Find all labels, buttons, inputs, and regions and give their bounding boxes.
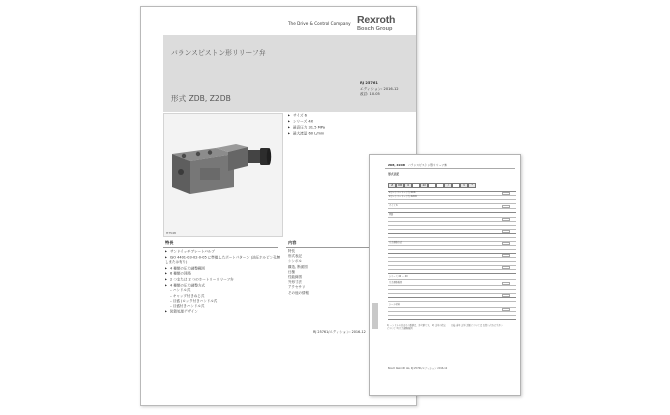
table-code-box	[502, 192, 510, 195]
contents-list	[288, 249, 309, 296]
code-cell: /	[444, 183, 452, 188]
table-row-label: シール材料	[389, 302, 400, 306]
feature-item: – 目盛付きハンドル式	[170, 304, 205, 309]
back-page-footer: Bosch Rexroth AG, RJ 25761/エディション 2016-12	[388, 367, 448, 370]
features-list	[165, 249, 283, 315]
table-code-box	[502, 294, 510, 297]
back-page-model: ZDB, Z2DB	[388, 163, 405, 167]
feature-item: ▶ ISO 4401-03-02-0-05 に準拠したポートパターン (油圧ホルピン孔無しまたは有り)	[165, 255, 283, 266]
table-rule	[388, 253, 516, 254]
footnotes-right: 仕様 番号 記号 詳細 については お問い合わせ下さい	[451, 324, 503, 327]
table-rule	[388, 315, 516, 316]
document-edition: エディション: 2016-12	[360, 86, 399, 91]
ordering-code-row	[388, 183, 476, 188]
table-row-label: 回路	[389, 212, 394, 216]
feature-item: ▶ 2 つまたは 2 つのホートリーリリーフ弁	[165, 277, 283, 283]
table-row-label: 圧力調整範囲	[389, 280, 403, 284]
table-rule	[388, 293, 516, 294]
brand-logo: Rexroth	[357, 14, 396, 26]
features-rule	[163, 247, 278, 248]
table-rule	[388, 301, 516, 302]
table-rule	[388, 257, 516, 258]
table-row-label: 2ポートリーリーフ弁 Z2DB	[389, 194, 417, 198]
contents-item: 外形寸法	[288, 280, 302, 285]
features-heading: 特長	[165, 240, 174, 245]
table-rule	[388, 279, 516, 280]
feature-item: – 目盛 (ロック付きハンドル式	[170, 298, 218, 303]
table-code-box	[502, 205, 510, 208]
feature-item: ▶ 6 種類の回路	[165, 271, 283, 277]
ordering-code-heading: 形式表記	[388, 172, 400, 176]
table-row-label: 圧力調整方式	[389, 240, 403, 244]
spec-item: ▶ サイズ 6	[288, 113, 325, 119]
table-rule	[388, 208, 516, 209]
table-row-label: 2ポートリーリーフ弁 ZDB	[389, 190, 416, 194]
table-code-box	[502, 218, 510, 221]
table-rule	[388, 241, 516, 242]
table-rule	[388, 229, 516, 230]
brand-tagline: The Drive & Control Company	[288, 21, 351, 26]
page-side-tab	[372, 303, 378, 329]
page-footer: RJ 25761/エディション: 2016-12	[313, 330, 366, 334]
code-cell: *	[468, 183, 476, 188]
spec-list	[288, 113, 325, 137]
table-rule	[388, 297, 516, 298]
product-model: 形式 ZDB, Z2DB	[171, 94, 231, 103]
table-rule	[388, 203, 516, 204]
contents-item: 形式表記	[288, 254, 302, 259]
contents-item: アクセサリ	[288, 285, 306, 290]
contents-item: シンボル	[288, 259, 302, 264]
footnotes-left: 1) ハンドルの目盛りの数値は、参考値です。 2) 記号の指定について 3) 圧力調整範囲	[387, 324, 446, 331]
table-rule	[388, 311, 516, 312]
table-row-label: シリーズ 40 ～ 49	[389, 274, 408, 278]
table-code-box	[502, 230, 510, 233]
feature-item: ▶ 4 種類の圧力調整方式	[165, 283, 283, 289]
table-code-box	[502, 282, 510, 285]
back-page-header	[388, 163, 447, 167]
document-replaces: 改訂: 10.05	[360, 92, 380, 97]
code-cell: V	[460, 183, 468, 188]
table-row-label: サイズ 6	[389, 203, 398, 207]
spec-item: ▶ 最大流量 60 L/min	[288, 131, 325, 137]
feature-item: ▶ 4 種類の圧力調整範囲	[165, 266, 283, 272]
feature-item: – キャップ付きねじ式	[170, 293, 205, 298]
table-rule	[388, 285, 516, 286]
valve-illustration	[164, 114, 284, 238]
contents-item: 特長	[288, 249, 295, 253]
table-rule	[388, 307, 516, 308]
contents-heading: 内容	[288, 240, 297, 245]
code-cell: DB	[396, 183, 404, 188]
table-rule	[388, 319, 516, 320]
spec-item: ▶ 最高圧力 31.5 MPa	[288, 125, 325, 131]
brand-subtitle: Bosch Group	[357, 26, 393, 32]
table-rule	[388, 249, 516, 250]
table-rule	[388, 237, 516, 238]
code-cell: 4X	[420, 183, 428, 188]
product-title: バランスピストン形リリーフ弁	[171, 49, 266, 57]
spec-item: ▶ シリーズ 4X	[288, 119, 325, 125]
table-rule	[388, 199, 516, 200]
table-rule	[388, 225, 516, 226]
table-code-box	[502, 254, 510, 257]
datasheet-ordering-page	[369, 154, 521, 396]
code-cell: Z	[388, 183, 396, 188]
document-number: RJ 25761	[360, 81, 378, 85]
table-code-box	[502, 308, 510, 311]
table-rule	[388, 261, 516, 262]
table-rule	[388, 221, 516, 222]
contents-item: 構造, 断面図	[288, 264, 308, 269]
valve-photo	[163, 113, 283, 237]
back-page-title: バランスピストン形リリーフ弁	[407, 163, 447, 167]
table-code-box	[502, 266, 510, 269]
title-band	[163, 35, 417, 112]
table-code-box	[502, 242, 510, 245]
photo-label: H7548	[166, 231, 176, 235]
footnotes	[387, 324, 513, 344]
contents-item: 仕様	[288, 269, 295, 274]
table-rule	[388, 269, 516, 270]
contents-item: その他の情報	[288, 290, 309, 295]
table-rule	[388, 265, 516, 266]
feature-item: – ハンドル式	[170, 288, 191, 293]
document-meta	[360, 81, 399, 98]
table-rule	[388, 289, 516, 290]
feature-item: ▶ サンドイッチプレートバルブ	[165, 249, 283, 255]
table-rule	[388, 212, 516, 213]
back-page-divider	[385, 168, 515, 169]
contents-item: 性能線図	[288, 275, 302, 280]
table-rule	[388, 245, 516, 246]
feature-item: ▶ 防錆処理デザイン	[165, 309, 283, 315]
table-rule	[388, 233, 516, 234]
table-rule	[388, 217, 516, 218]
code-cell: 6	[404, 183, 412, 188]
